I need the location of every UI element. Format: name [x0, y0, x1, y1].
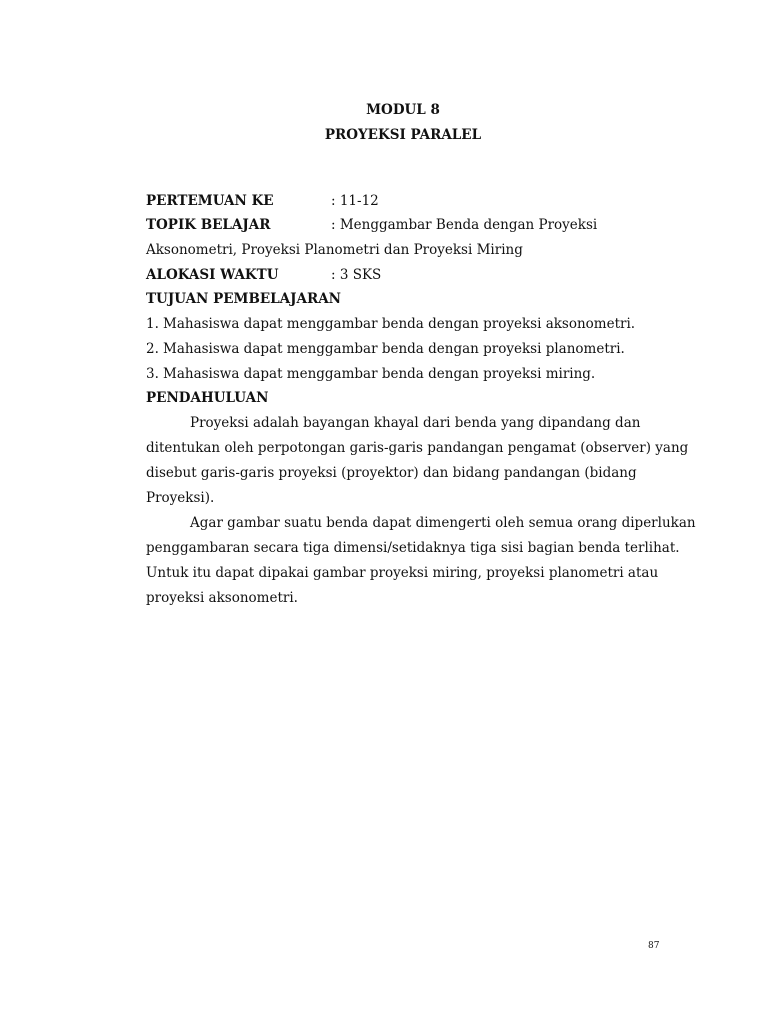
paragraph-line: ditentukan oleh perpotongan garis-garis pandangan pengamat (observer) yang — [146, 440, 689, 456]
list-text: Mahasiswa dapat menggambar benda dengan proyeksi miring. — [163, 366, 596, 382]
paragraph-line: Agar gambar suatu benda dapat dimengerti oleh semua orang diperlukan — [190, 515, 696, 531]
list-number: 3. — [146, 366, 159, 382]
pendahuluan-heading: PENDAHULUAN — [146, 390, 269, 406]
paragraph-line: Untuk itu dapat dipakai gambar proyeksi miring, proyeksi planometri atau — [146, 565, 659, 581]
tujuan-item — [146, 315, 635, 333]
alokasi-value: : 3 SKS — [331, 267, 382, 283]
list-number: 1. — [146, 316, 159, 332]
paragraph-line: proyeksi aksonometri. — [146, 590, 298, 606]
topik-label: TOPIK BELAJAR — [146, 217, 271, 233]
tujuan-item — [146, 340, 625, 358]
page-number: 87 — [648, 941, 660, 951]
paragraph-line: Proyeksi adalah bayangan khayal dari benda yang dipandang dan — [190, 415, 641, 431]
topik-value-continuation: Aksonometri, Proyeksi Planometri dan Proyeksi Miring — [146, 242, 523, 258]
list-text: Mahasiswa dapat menggambar benda dengan proyeksi planometri. — [163, 341, 625, 357]
topik-value: : Menggambar Benda dengan Proyeksi — [331, 217, 598, 233]
pertemuan-label: PERTEMUAN KE — [146, 193, 274, 209]
module-title: MODUL 8 — [366, 102, 440, 118]
paragraph-line: penggambaran secara tiga dimensi/setidaknya tiga sisi bagian benda terlihat. — [146, 540, 680, 556]
paragraph-line: disebut garis-garis proyeksi (proyektor) dan bidang pandangan (bidang — [146, 465, 637, 481]
alokasi-label: ALOKASI WAKTU — [146, 267, 279, 283]
module-subtitle: PROYEKSI PARALEL — [324, 127, 482, 143]
list-text: Mahasiswa dapat menggambar benda dengan proyeksi aksonometri. — [163, 316, 636, 332]
tujuan-item — [146, 365, 595, 383]
pertemuan-value — [331, 192, 379, 210]
pertemuan-value-text: : 11-12 — [331, 193, 379, 209]
paragraph-line: Proyeksi). — [146, 490, 215, 506]
list-number: 2. — [146, 341, 159, 357]
tujuan-heading: TUJUAN PEMBELAJARAN — [146, 291, 342, 307]
